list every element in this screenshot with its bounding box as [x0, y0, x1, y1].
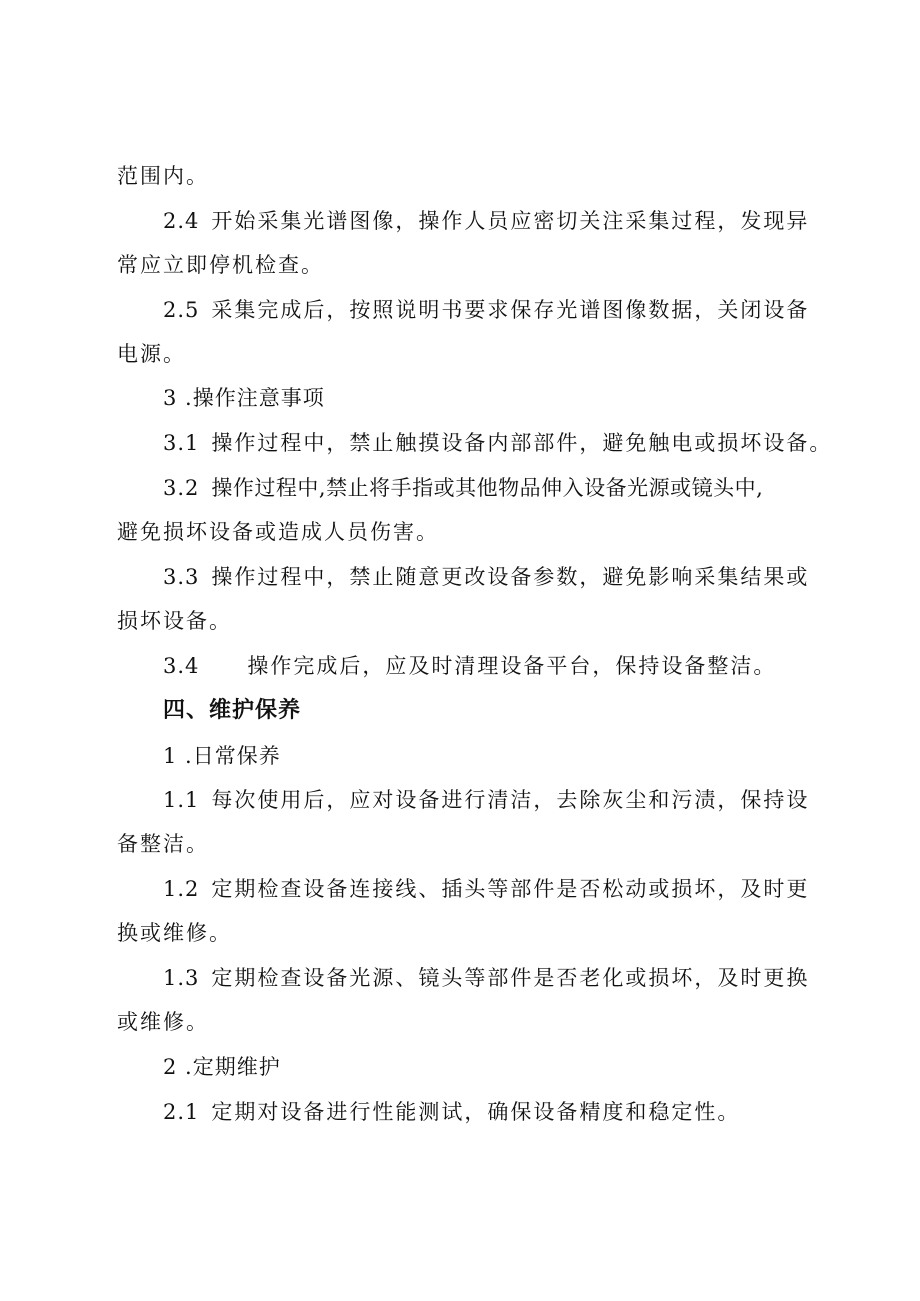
item-2-4: [163, 206, 809, 236]
item-text: 采集完成后，按照说明书要求保存光谱图像数据，关闭设备: [211, 298, 810, 322]
item-1-1: [163, 785, 809, 815]
item-text: 定期检查设备光源、镜头等部件是否老化或损坏，及时更换: [211, 966, 810, 990]
item-1-3: [163, 963, 809, 993]
section-title: 2 .定期维护: [163, 1055, 281, 1079]
line-text: 范围内。: [117, 164, 209, 188]
section-1-heading: [163, 741, 281, 771]
item-1-2-continuation: [117, 918, 232, 948]
line-text: 备整洁。: [117, 832, 209, 856]
section-2-heading: [163, 1052, 281, 1082]
item-number: 1.2: [163, 877, 200, 901]
chapter-title: 四、维护保养: [163, 698, 302, 723]
item-3-2-continuation: [117, 517, 439, 547]
chapter-heading: [163, 696, 301, 726]
item-number: 3.1: [163, 431, 200, 455]
item-text: 定期对设备进行性能测试，确保设备精度和稳定性。: [211, 1100, 741, 1124]
item-number: 2.1: [163, 1100, 200, 1124]
item-2-1: [163, 1097, 740, 1127]
item-1-2: [163, 874, 809, 904]
item-number: 3.2: [163, 476, 200, 500]
item-3-4: [163, 651, 776, 681]
item-text: 定期检查设备连接线、插头等部件是否松动或损坏，及时更: [211, 877, 810, 901]
line-text: 电源。: [117, 342, 186, 366]
item-2-4-continuation: [117, 250, 324, 280]
line-text: 或维修。: [117, 1010, 209, 1034]
line-text: 损坏设备。: [117, 609, 232, 633]
item-text: 开始采集光谱图像，操作人员应密切关注采集过程，发现异: [211, 209, 810, 233]
section-3-heading: [163, 383, 325, 413]
section-title: 1 .日常保养: [163, 744, 281, 768]
item-text: 操作完成后，应及时清理设备平台，保持设备整洁。: [247, 654, 777, 678]
item-text: 操作过程中，禁止随意更改设备参数，避免影响采集结果或: [211, 565, 810, 589]
line-text: 换或维修。: [117, 921, 232, 945]
item-3-3-continuation: [117, 606, 232, 636]
item-3-3: [163, 562, 809, 592]
item-number: 2.4: [163, 209, 200, 233]
item-2-5: [163, 295, 809, 325]
item-1-3-continuation: [117, 1007, 209, 1037]
item-3-1: [163, 428, 832, 458]
item-text: 操作过程中，禁止触摸设备内部部件，避免触电或损坏设备。: [211, 431, 833, 455]
line-text: 常应立即停机检查。: [117, 253, 324, 277]
item-number: 1.3: [163, 966, 200, 990]
item-text: 每次使用后，应对设备进行清洁，去除灰尘和污渍，保持设: [211, 788, 810, 812]
section-title: 3 .操作注意事项: [163, 386, 325, 410]
item-2-5-continuation: [117, 339, 186, 369]
line-text: 避免损坏设备或造成人员伤害。: [117, 520, 439, 544]
paragraph-continuation: [117, 161, 209, 191]
item-1-1-continuation: [117, 829, 209, 859]
item-text: 操作过程中,禁止将手指或其他物品伸入设备光源或镜头中,: [211, 476, 764, 500]
item-number: 2.5: [163, 298, 200, 322]
item-number: 3.4: [163, 654, 200, 678]
item-number: 1.1: [163, 788, 200, 812]
item-number: 3.3: [163, 565, 200, 589]
item-3-2: [163, 473, 763, 503]
